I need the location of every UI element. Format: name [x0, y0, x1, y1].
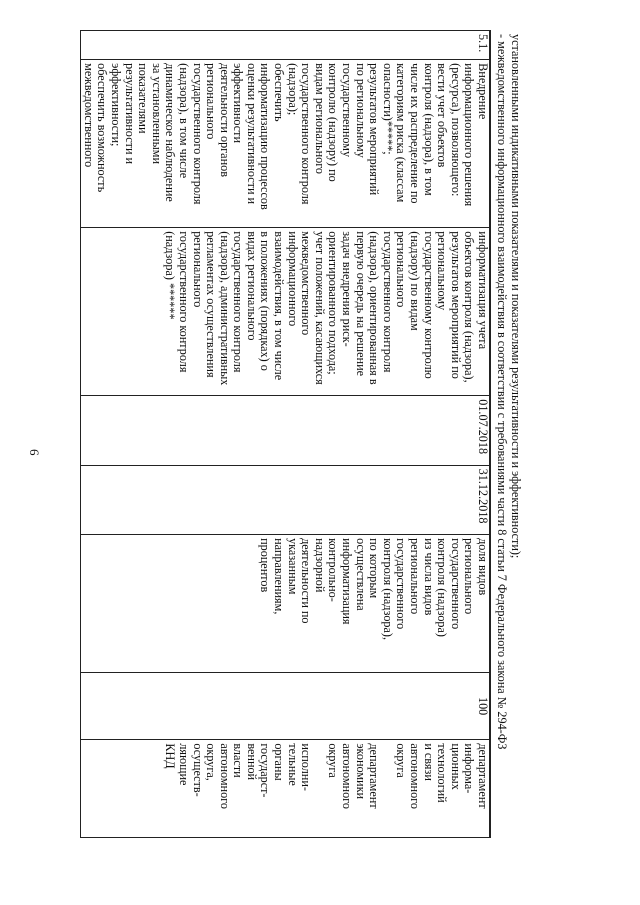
indicator-cell: доля видов регионального государственного контроля (надзора) из числа видов регионального государственного контроля (надзора), по которым осуществлена информатизация контрольно- надзорной деятельности по указанным направлениям, процентов — [81, 535, 490, 673]
expected-result-cell: информатизация учета объектов контроля (надзора), результатов мероприятий по региональному государственному контролю (надзору) по видам регионального государственного контроля (надзора), ориентированная в первую очередь на решение задач внедрения риск- ориентированного подхода; учет положений, касающихся межведомственного информационного взаимодействия, в том числе в положениях (порядках) о видах регионального государственного контроля (надзора), административных регламентах осуществления регионального государственного контроля (надзора) ****** — [81, 228, 490, 396]
row-number-cell: 5.1. — [81, 31, 490, 60]
target-value-cell: 100 — [81, 672, 490, 739]
table-header-text — [490, 30, 524, 838]
event-cell: Внедрение информационного решения (ресурса), позволяющего: вести учет объектов контроля (надзора), в том числе их распределение по категориям риска (классам опасности)*****; результатов мероприятий по региональному государственному контролю (надзору) по видам регионального государственного контроля (надзора); обеспечить информатизацию процессов оценки результативности и эффективности деятельности органов регионального государственного контроля (надзора), в том числе динамическое наблюдение за установленными показателями результативности и эффективности; обеспечить возможность межведомственного — [81, 60, 490, 228]
page-number: 6 — [27, 449, 42, 456]
table-row — [81, 31, 490, 838]
header-line-1: установленными индикативными показателями и показателями результативности и эффективности); — [509, 34, 523, 559]
header-line-2: - межведомственного информационного взаимодействия в соответствии с требованиями части 8 статьи 7 Федерального закона № 294-ФЗ — [495, 34, 510, 750]
responsible-cell: департамент информа- ционных технологий и связи автономного округа департамент экономики автономного округа исполни- тельные органы государст- венной власти автономного округа, осуществ- ляющие КНД — [81, 740, 490, 838]
measures-table — [80, 30, 490, 838]
end-date-cell: 31.12.2018 — [81, 465, 490, 534]
start-date-cell: 01.07.2018 — [81, 396, 490, 465]
rotated-document-sheet — [81, 30, 524, 838]
